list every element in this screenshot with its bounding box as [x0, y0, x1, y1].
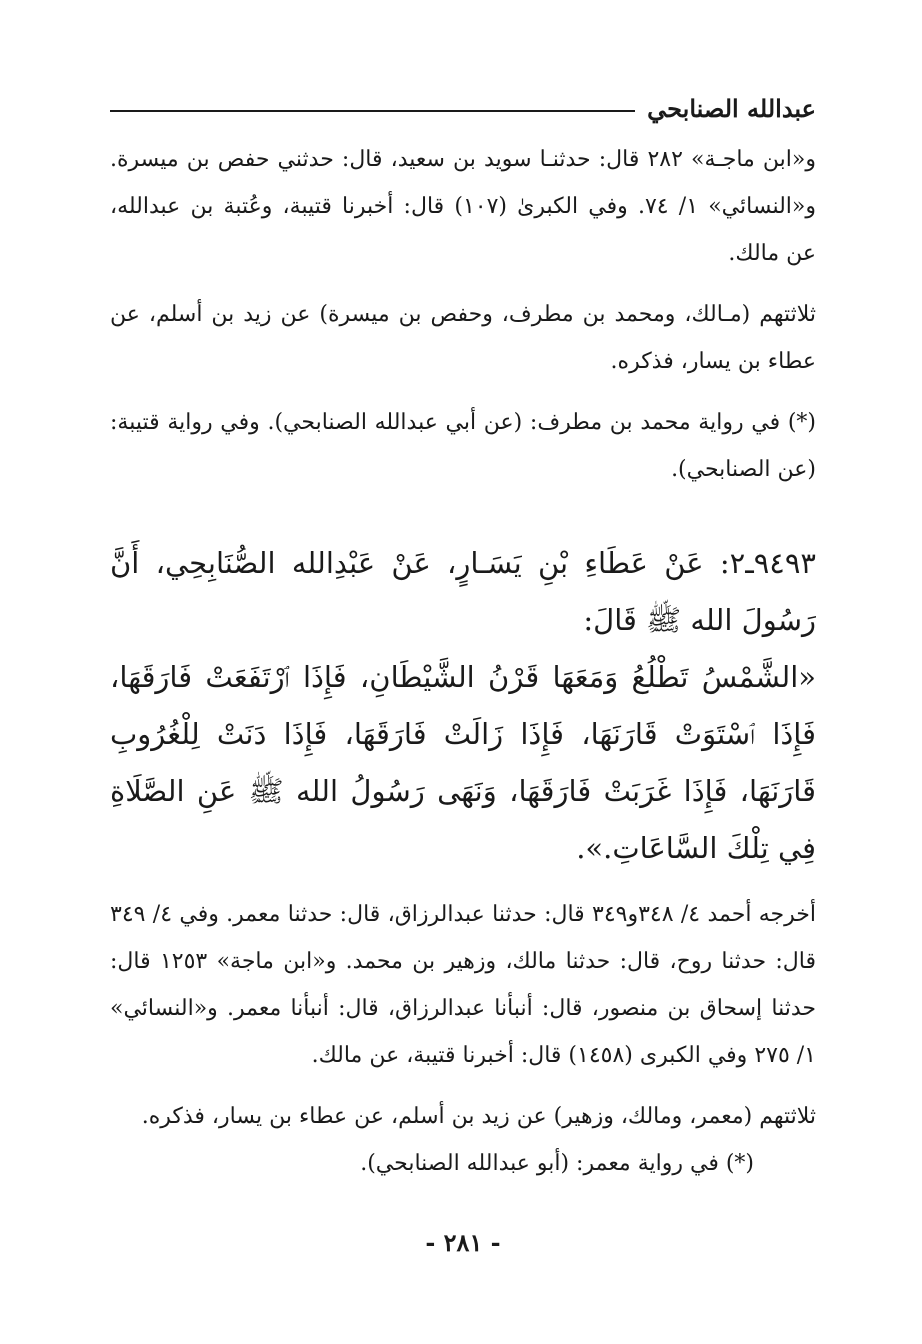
running-title: عبدالله الصنابحي: [647, 93, 816, 123]
takhrij-paragraph: و«ابن ماجـة» ٢٨٢ قال: حدثنـا سويد بن سعيد، قال: حدثني حفص بن ميسرة. و«النسائي» ١/ ٧٤. وفي الكبرىٰ (١٠٧) قال: أخبرنا قتيبة، وعُتبة بن عبدالله، عن مالك.: [110, 147, 817, 266]
isnad-summary-paragraph: ثلاثتهم (مـالك، ومحمد بن مطرف، وحفص بن ميسرة) عن زيد بن أسلم، عن عطاء بن يسار، فذكره.: [110, 302, 816, 374]
header-rule: [110, 110, 635, 112]
hadith-text: «الشَّمْسُ تَطْلُعُ وَمَعَهَا قَرْنُ الشَّيْطَانِ، فَإِذَا ٱرْتَفَعَتْ فَارَقَهَا، فَإِذَا ٱسْتَوَتْ قَارَنَهَا، فَإِذَا زَالَتْ فَارَقَهَا، فَإِذَا دَنَتْ لِلْغُرُوبِ قَارَنَهَا، فَإِذَا غَرَبَتْ فَارَقَهَا، وَنَهَى رَسُولُ الله ﷺ عَنِ الصَّلَاةِ فِي تِلْكَ السَّاعَاتِ.».: [110, 660, 816, 865]
running-header: [110, 88, 816, 128]
takhrij-paragraph-2: أخرجه أحمد ٤/ ٣٤٨و٣٤٩ قال: حدثنا عبدالرزاق، قال: حدثنا معمر. وفي ٤/ ٣٤٩ قال: حدثنا روح، قال: حدثنا مالك، وزهير بن محمد. و«ابن ماجة» ١٢٥٣ قال: حدثنا إسحاق بن منصور، قال: أنبأنا عبدالرزاق، قال: أنبأنا معمر. و«النسائي» ١/ ٢٧٥ وفي الكبرى (١٤٥٨) قال: أخبرنا قتيبة، عن مالك.: [110, 902, 817, 1068]
page-number: - ٢٨١ -: [425, 1228, 501, 1257]
narration-note-paragraph-2: (*) في رواية معمر: (أبو عبدالله الصنابحي).: [360, 1151, 754, 1176]
isnad-summary-paragraph-2: ثلاثتهم (معمر، ومالك، وزهير) عن زيد بن أسلم، عن عطاء بن يسار، فذكره.: [141, 1104, 816, 1129]
narration-note-paragraph: (*) في رواية محمد بن مطرف: (عن أبي عبدالله الصنابحي). وفي رواية قتيبة: (عن الصنابحي).: [110, 410, 816, 482]
book-page: [110, 88, 816, 1308]
hadith-intro: ٩٤٩٣ـ٢: عَنْ عَطَاءِ بْنِ يَسَـارٍ، عَنْ عَبْدِالله الصُّنَابِحِي، أَنَّ رَسُولَ الله ﷺ قَالَ:: [110, 546, 816, 637]
